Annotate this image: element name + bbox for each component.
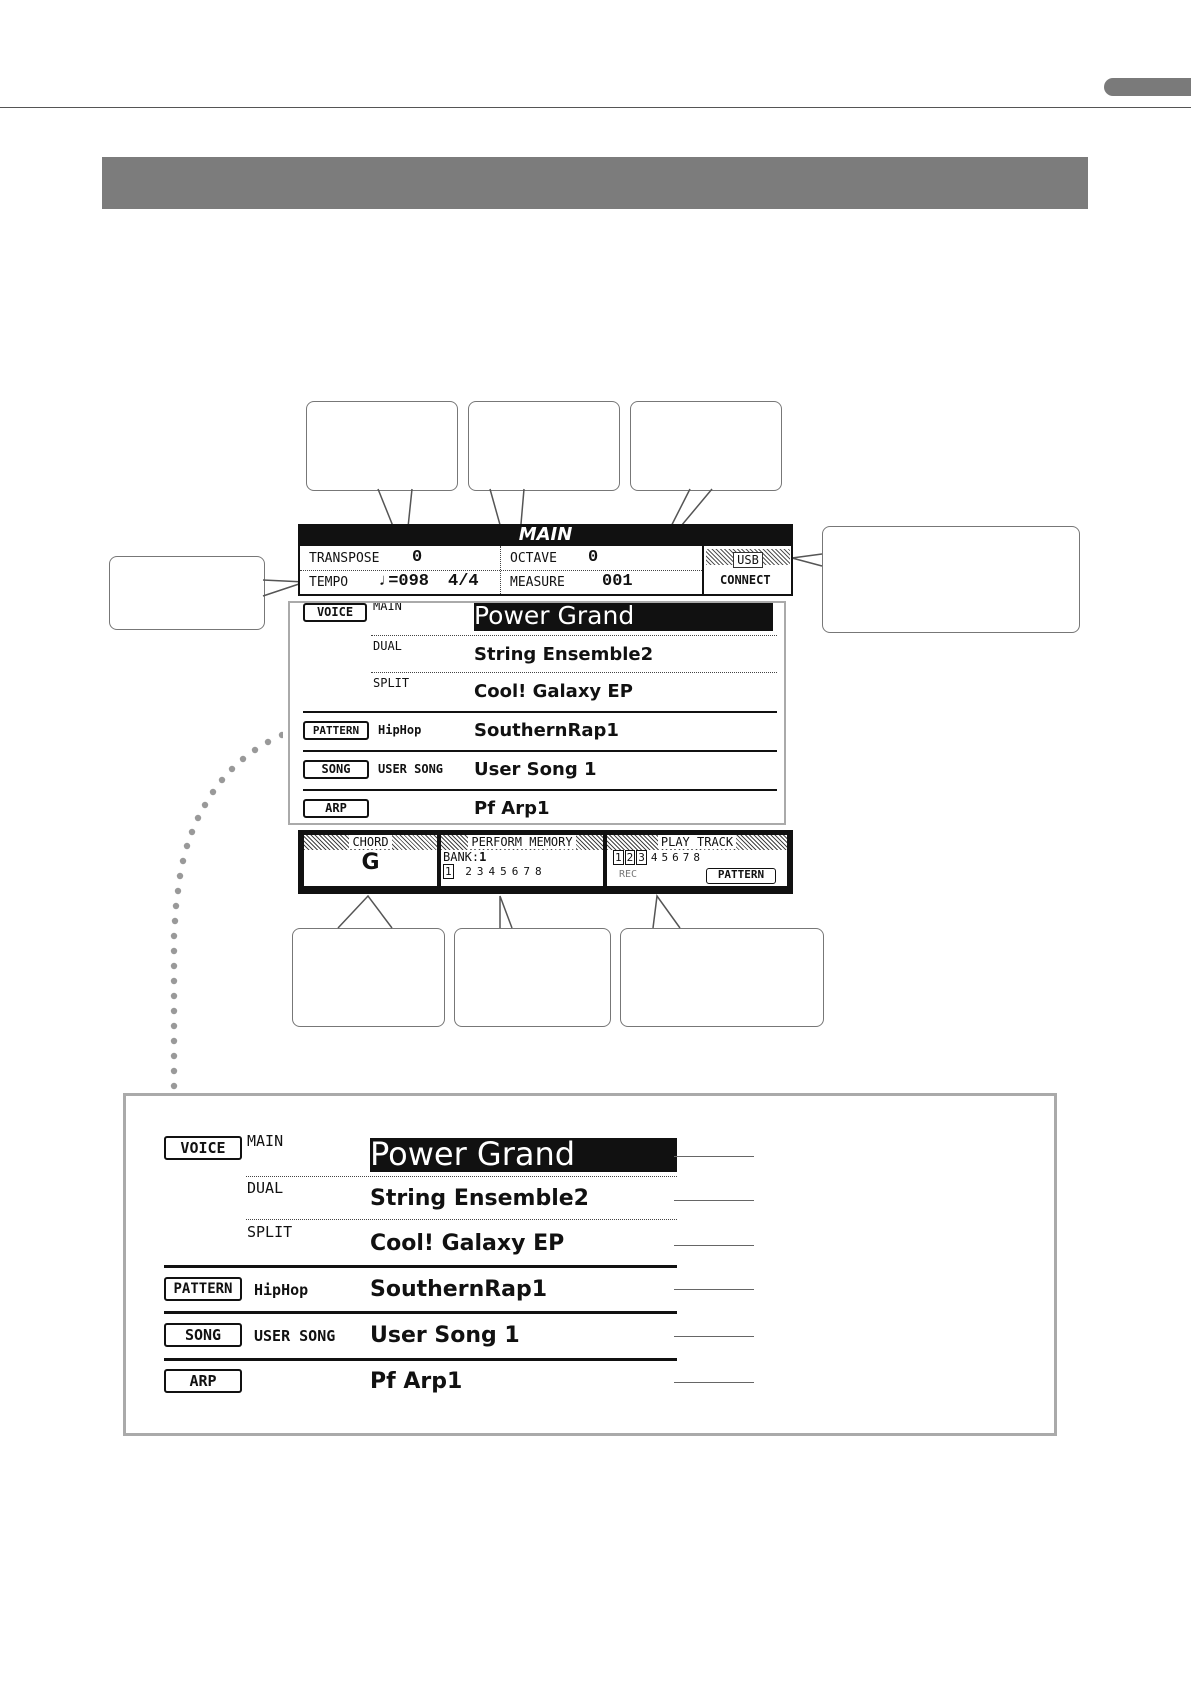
- perform-memory-slots: [441, 864, 603, 880]
- song-category: USER SONG: [378, 762, 444, 776]
- memory-slot: 7: [523, 865, 535, 878]
- track: 7: [682, 851, 694, 864]
- usb-indicator: [706, 549, 790, 565]
- arp-name: Pf Arp1: [370, 1369, 463, 1394]
- row-divider: [246, 1176, 677, 1177]
- memory-slot: 4: [488, 865, 501, 878]
- lcd-header: MAIN: [298, 524, 793, 546]
- dual-label: DUAL: [373, 639, 402, 653]
- memory-slot-1: 1: [445, 865, 452, 878]
- play-track-title: PLAY TRACK: [658, 835, 736, 849]
- song-name: User Song 1: [370, 1323, 520, 1348]
- info-divider-v: [500, 546, 501, 594]
- bank-line: [441, 850, 603, 864]
- play-track-panel: [607, 835, 787, 886]
- split-voice-name: Cool! Galaxy EP: [370, 1231, 565, 1256]
- row-divider: [246, 1219, 677, 1220]
- leader-line: [674, 1382, 754, 1383]
- memory-slot: 2: [465, 865, 477, 878]
- octave-value: 0: [588, 548, 599, 567]
- play-track-title-bar: [607, 835, 787, 850]
- split-label: SPLIT: [373, 676, 410, 690]
- leader-line: [674, 1289, 754, 1290]
- memory-slot: 8: [535, 865, 547, 878]
- track-1: 1: [615, 851, 622, 864]
- main-label: MAIN: [373, 599, 402, 613]
- row-divider: [164, 1358, 677, 1361]
- perform-title: PERFORM MEMORY: [468, 835, 575, 849]
- split-label: SPLIT: [247, 1223, 293, 1241]
- chord-title-bar: [304, 835, 437, 850]
- arp-name: Pf Arp1: [474, 798, 550, 819]
- measure-label: MEASURE: [510, 575, 565, 590]
- memory-slot: 6: [511, 865, 524, 878]
- chord-title: CHORD: [349, 835, 391, 849]
- track-numbers: [607, 850, 787, 866]
- lcd-status-bar: [298, 830, 793, 894]
- row-divider: [164, 1265, 677, 1268]
- memory-slot: 5: [500, 865, 512, 878]
- arp-tag: ARP: [164, 1369, 242, 1393]
- usb-status: CONNECT: [720, 573, 771, 587]
- track-3: 3: [638, 851, 645, 864]
- pattern-category: HipHop: [378, 723, 422, 737]
- pattern-category: HipHop: [254, 1281, 309, 1299]
- song-name: User Song 1: [474, 759, 597, 780]
- track: 6: [672, 851, 683, 864]
- pattern-name: SouthernRap1: [474, 720, 619, 741]
- octave-label: OCTAVE: [510, 551, 557, 566]
- memory-slot: 3: [476, 865, 489, 878]
- track-2: 2: [626, 851, 634, 864]
- song-category: USER SONG: [254, 1327, 336, 1345]
- perform-title-bar: [441, 835, 603, 850]
- leader-line: [674, 1156, 754, 1157]
- zoom-highlight-frame: [288, 601, 786, 825]
- time-signature: 4/4: [448, 572, 479, 591]
- info-divider: [300, 570, 704, 572]
- transpose-value: 0: [412, 548, 423, 567]
- voice-tag: VOICE: [303, 603, 367, 622]
- lcd-info-area: [298, 546, 793, 596]
- main-label: MAIN: [247, 1132, 284, 1150]
- rec-label: REC: [619, 869, 638, 880]
- row-divider: [164, 1311, 677, 1314]
- enlarged-view: [123, 1093, 1057, 1436]
- bank-value: 1: [479, 850, 487, 864]
- tempo-label: TEMPO: [309, 575, 349, 590]
- main-voice-name: Power Grand: [370, 1135, 576, 1173]
- main-voice-name: Power Grand: [474, 601, 635, 630]
- bank-label: BANK:: [443, 850, 480, 864]
- split-voice-name: Cool! Galaxy EP: [474, 681, 633, 702]
- transpose-label: TRANSPOSE: [309, 551, 380, 566]
- leader-line: [674, 1245, 754, 1246]
- chord-value: G: [361, 850, 380, 875]
- perform-memory-panel: [441, 835, 603, 886]
- pattern-name: SouthernRap1: [370, 1277, 548, 1302]
- pattern-indicator: PATTERN: [706, 868, 776, 884]
- dual-voice-name: String Ensemble2: [370, 1186, 589, 1211]
- chord-panel: [304, 835, 437, 886]
- pattern-tag: PATTERN: [164, 1277, 242, 1301]
- track: 5: [661, 851, 673, 864]
- usb-label: USB: [733, 552, 763, 568]
- tempo-value: ♩=098: [378, 572, 430, 591]
- song-tag: SONG: [164, 1323, 242, 1347]
- track: 8: [693, 851, 704, 864]
- dual-voice-name: String Ensemble2: [474, 644, 654, 665]
- measure-value: 001: [602, 572, 633, 591]
- voice-tag: VOICE: [164, 1136, 242, 1160]
- arp-tag: ARP: [303, 799, 369, 818]
- info-divider-usb: [702, 546, 704, 594]
- pattern-tag: PATTERN: [303, 721, 369, 740]
- dual-label: DUAL: [247, 1179, 284, 1197]
- song-tag: SONG: [303, 760, 369, 779]
- leader-line: [674, 1200, 754, 1201]
- track: 4: [650, 851, 662, 864]
- leader-line: [674, 1336, 754, 1337]
